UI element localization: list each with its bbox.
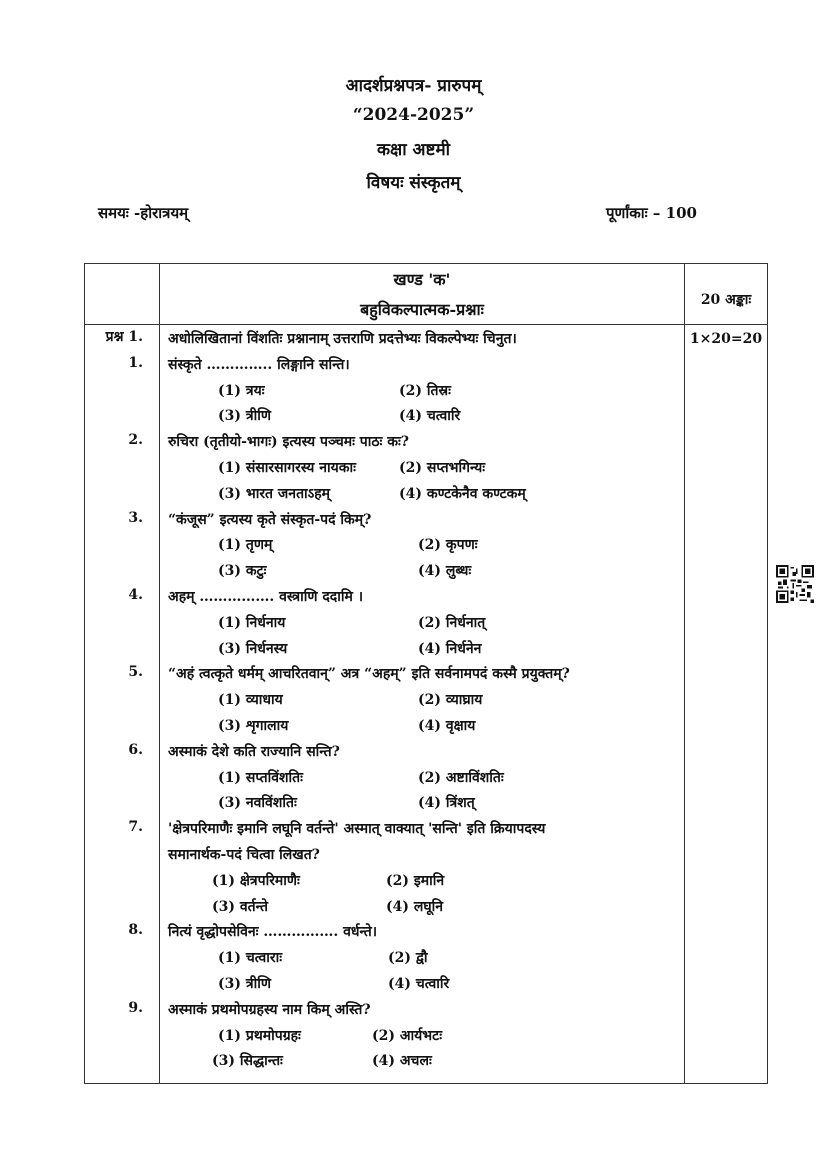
option-row [160, 1049, 684, 1075]
option-label: (2) आर्यभटः [372, 1027, 443, 1044]
question-marks: 1×20=20 [689, 331, 763, 347]
option-label: (1) क्षेत्रपरिमाणैः [212, 872, 300, 889]
option-row-spacer [85, 1047, 159, 1073]
option-label: (4) चत्वारि [399, 408, 461, 425]
option-row [160, 559, 684, 585]
option-label: (2) व्याघ्राय [418, 692, 483, 709]
option-row-spacer [85, 944, 159, 970]
question-text: संस्कृते ………….. लिङ्गानि सन्ति। [168, 356, 350, 373]
option-row-spacer [85, 970, 159, 996]
option-row [160, 1024, 684, 1050]
question-text: “कंजूस” इत्यस्य कृते संस्कृत-पदं किम्? [168, 511, 372, 528]
question-number: 6. [128, 741, 143, 758]
option-row-spacer [85, 764, 159, 790]
question-text: समानार्थक-पदं चित्वा लिखत? [168, 846, 320, 863]
option-row-spacer [85, 867, 159, 893]
option-label: (2) निर्धनात् [418, 614, 486, 631]
option-row [160, 714, 684, 740]
option-label: (1) चत्वाराः [218, 950, 283, 967]
option-label: (3) कटुः [218, 563, 267, 580]
option-row-spacer [85, 557, 159, 583]
question-number-spacer [85, 841, 159, 867]
section-marks: 20 अङ्काः [700, 292, 752, 308]
question-number: 8. [128, 922, 143, 939]
question-number: 1. [128, 354, 143, 371]
section-title: खण्ड 'क' [393, 270, 451, 289]
option-row [160, 688, 684, 714]
question-number: 2. [128, 432, 143, 449]
question-number: 5. [128, 664, 143, 681]
option-label: (3) निर्धनस्य [218, 640, 288, 657]
marks-column [685, 325, 768, 1084]
header-blank-cell [85, 264, 160, 325]
option-row-spacer [85, 635, 159, 661]
option-row-spacer [85, 402, 159, 428]
option-label: (4) लुब्धः [418, 563, 472, 580]
option-row [160, 379, 684, 405]
question-number: 7. [128, 819, 143, 836]
question-text: “अहं त्वत्कृते धर्मम् आचरितवान्” अत्र “अहम्” इति सर्वनामपदं कस्मै प्रयुक्तम्? [168, 666, 570, 683]
time-label: समयः -होरात्रयम् [98, 204, 189, 222]
option-label: (4) त्रिंशत् [418, 795, 475, 812]
option-row [160, 766, 684, 792]
option-label: (1) निर्धनाय [218, 614, 286, 631]
qr-code-icon [776, 565, 814, 603]
option-label: (4) लघूनि [386, 898, 444, 915]
question-main-text: अधोलिखितानां विंशतिः प्रश्नानाम् उत्तराणि प्रदत्तेभ्यः विकल्पेभ्यः चिनुत। [168, 331, 517, 347]
question-text: नित्यं वृद्धोपसेविनः ……………. वर्धन्ते। [168, 924, 378, 941]
option-row-spacer [85, 1022, 159, 1048]
option-row-spacer [85, 789, 159, 815]
option-row-spacer [85, 609, 159, 635]
option-row [160, 456, 684, 482]
section-subtitle: बहुविकल्पात्मक-प्रश्नाः [360, 300, 484, 319]
option-row-spacer [85, 480, 159, 506]
option-label: (4) अचलः [372, 1053, 432, 1070]
option-label: (1) सप्तविंशतिः [218, 769, 303, 786]
option-label: (3) त्रीणि [218, 975, 271, 992]
option-row [160, 869, 684, 895]
option-label: (3) नवविंशतिः [218, 795, 297, 812]
option-row [160, 895, 684, 921]
paper-class: कक्षा अष्टमी [376, 140, 451, 160]
option-row-spacer [85, 454, 159, 480]
question-text: अस्माकं देशे कति राज्यानि सन्ति? [168, 743, 340, 760]
question-text: अस्माकं प्रथमोपग्रहस्य नाम किम् अस्ति? [168, 1001, 371, 1018]
option-row [160, 404, 684, 430]
option-label: (3) सिद्धान्तः [212, 1053, 283, 1070]
option-label: (2) इमानि [386, 872, 445, 889]
question-number: 4. [128, 586, 143, 603]
option-label: (1) व्याधाय [218, 692, 283, 709]
option-row-spacer [85, 686, 159, 712]
question-table [84, 263, 768, 1084]
question-text: रुचिरा (तृतीयो-भागः) इत्यस्य पञ्चमः पाठः कः? [168, 434, 409, 451]
section-title-cell [160, 264, 685, 325]
option-row [160, 972, 684, 998]
paper-subject: विषयः संस्कृतम् [366, 173, 461, 193]
option-label: (4) निर्धनेन [418, 640, 482, 657]
option-label: (2) कृपणः [418, 537, 478, 554]
option-row [160, 611, 684, 637]
option-label: (1) प्रथमोपग्रहः [218, 1027, 301, 1044]
option-row [160, 791, 684, 817]
option-row-spacer [85, 531, 159, 557]
question-main-label: प्रश्न 1. [105, 329, 143, 345]
option-row-spacer [85, 712, 159, 738]
option-row [160, 482, 684, 508]
question-text: अहम् ……………. वस्त्राणि ददामि । [168, 588, 364, 605]
paper-year: “2024-2025” [352, 105, 475, 125]
option-label: (3) भारत जनताऽहम् [218, 485, 331, 502]
option-row [160, 637, 684, 663]
section-header-row [85, 264, 768, 325]
option-label: (2) द्वौ [388, 950, 428, 967]
option-label: (2) सप्तभगिन्यः [399, 459, 486, 476]
option-label: (4) चत्वारि [388, 975, 450, 992]
questions-row [85, 325, 768, 1084]
option-row [160, 533, 684, 559]
question-number: 9. [128, 999, 143, 1016]
question-text-column [160, 325, 685, 1084]
option-label: (2) अष्टाविंशतिः [418, 769, 504, 786]
option-label: (4) वृक्षाय [418, 717, 476, 734]
total-marks-label: पूर्णांकाः – 100 [606, 204, 697, 222]
option-label: (1) तृणम् [218, 537, 273, 554]
paper-title: आदर्शप्रश्नपत्र- प्रारुपम् [345, 76, 482, 96]
option-label: (3) शृगालाय [218, 717, 289, 734]
option-label: (3) त्रीणि [218, 408, 271, 425]
option-label: (1) संसारसागरस्य नायकाः [218, 459, 357, 476]
question-number-column [85, 325, 160, 1084]
option-label: (1) त्रयः [218, 382, 265, 399]
option-label: (3) वर्तन्ते [212, 898, 268, 915]
option-row-spacer [85, 377, 159, 403]
option-row-spacer [85, 893, 159, 919]
section-marks-cell [685, 264, 768, 325]
option-label: (4) कण्टकेनैव कण्टकम् [399, 485, 526, 502]
option-row [160, 946, 684, 972]
question-number: 3. [128, 509, 143, 526]
question-text: 'क्षेत्रपरिमाणैः इमानि लघूनि वर्तन्ते' अस्मात् वाक्यात् 'सन्ति' इति क्रियापदस्य [168, 821, 546, 838]
option-label: (2) तिस्रः [399, 382, 451, 399]
